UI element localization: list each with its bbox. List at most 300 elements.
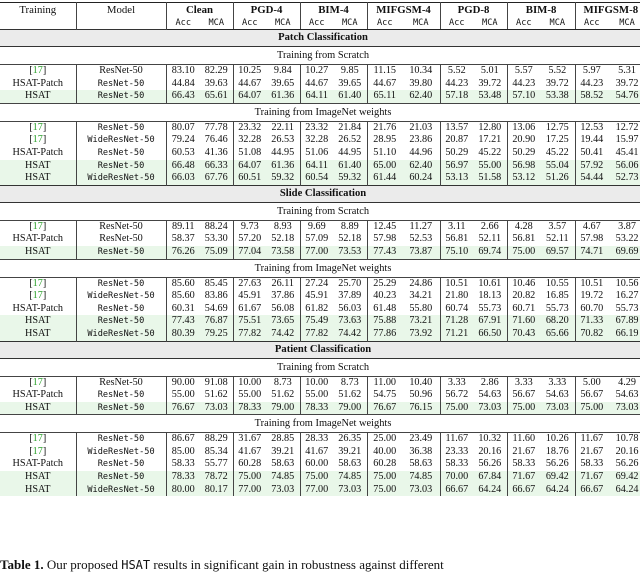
attack-header: PGD-4: [233, 3, 300, 18]
model-cell: WideResNet-50: [76, 484, 166, 497]
citation-link[interactable]: 17: [32, 220, 43, 232]
mca-cell: 39.72: [615, 77, 639, 89]
acc-cell: 70.00: [440, 471, 473, 484]
citation-link[interactable]: 17: [32, 290, 43, 302]
mca-cell: 53.48: [473, 90, 507, 103]
acc-cell: 75.00: [507, 402, 540, 415]
acc-cell: 83.10: [171, 65, 195, 76]
acc-cell: 75.51: [233, 315, 266, 328]
training-cell: [0, 402, 76, 415]
acc-cell: 23.33: [445, 445, 469, 457]
mca-cell: 65.66: [540, 328, 575, 341]
mca-cell: 73.03: [333, 484, 367, 497]
acc-cell: 79.24: [171, 134, 195, 146]
acc-cell: 45.91: [305, 290, 329, 302]
training-cell: [17]: [0, 376, 76, 389]
acc-cell: 5.97: [582, 65, 601, 76]
mca-cell: 26.53: [266, 134, 300, 147]
acc-cell: 44.23: [580, 77, 604, 89]
mca-cell: 53.38: [540, 90, 575, 103]
mca-cell: 54.63: [615, 389, 639, 401]
training-cell: [0, 471, 76, 484]
training-cell: [0, 78, 76, 91]
acc-cell: 10.00: [238, 376, 262, 388]
mca-cell: 54.69: [200, 303, 233, 316]
acc-cell: 70.82: [575, 328, 608, 341]
mca-cell: 37.89: [333, 290, 367, 303]
table-row: [0, 220, 640, 233]
acc-header: Acc: [507, 17, 540, 30]
acc-cell: 27.24: [305, 277, 329, 289]
acc-cell: 21.80: [445, 290, 469, 302]
acc-cell: 50.41: [580, 146, 604, 158]
acc-cell: 44.23: [445, 77, 469, 89]
acc-cell: 75.00: [300, 471, 333, 484]
group-label: Training from ImageNet weights: [0, 103, 640, 121]
training-cell: [0, 172, 76, 185]
acc-cell: 80.00: [166, 484, 200, 497]
acc-cell: 3.11: [448, 220, 466, 232]
mca-cell: 83.86: [200, 290, 233, 303]
mca-cell: 69.57: [540, 246, 575, 259]
acc-cell: 61.44: [367, 172, 402, 185]
acc-cell: 61.48: [373, 302, 397, 314]
mca-cell: 54.63: [540, 389, 575, 402]
mca-cell: 51.62: [200, 389, 233, 402]
acc-cell: 60.51: [233, 172, 266, 185]
mca-cell: 51.26: [540, 172, 575, 185]
mca-cell: 25.70: [333, 277, 367, 290]
acc-cell: 45.91: [238, 290, 262, 302]
header-row-attacks: [0, 3, 640, 18]
mca-cell: 9.85: [333, 65, 367, 78]
mca-cell: 73.53: [333, 246, 367, 259]
acc-cell: 10.46: [512, 277, 536, 289]
acc-cell: 53.12: [507, 172, 540, 185]
acc-cell: 19.72: [580, 290, 604, 302]
mca-header: MCA: [333, 17, 367, 30]
mca-cell: 79.00: [266, 402, 300, 415]
mca-cell: 39.21: [333, 446, 367, 459]
caption-mono: HSAT: [121, 558, 151, 572]
model-cell: ResNet-50: [76, 315, 166, 328]
acc-cell: 28.33: [305, 433, 329, 445]
table-row: [0, 389, 640, 402]
mca-cell: 56.03: [333, 303, 367, 316]
acc-cell: 71.21: [440, 328, 473, 341]
citation-link[interactable]: 17: [32, 65, 43, 76]
mca-cell: 73.03: [540, 402, 575, 415]
acc-cell: 57.18: [440, 90, 473, 103]
mca-cell: 4.29: [618, 376, 636, 388]
citation-link[interactable]: 17: [32, 376, 43, 388]
mca-cell: 79.00: [333, 402, 367, 415]
mca-cell: 8.73: [333, 376, 367, 389]
acc-cell: 56.81: [512, 233, 536, 245]
caption-text: Our proposed: [43, 557, 122, 572]
mca-cell: 55.73: [540, 303, 575, 316]
section-row: [0, 30, 640, 47]
table-row: [0, 433, 640, 446]
mca-cell: 26.11: [266, 277, 300, 290]
acc-cell: 75.10: [440, 246, 473, 259]
acc-cell: 51.06: [305, 146, 329, 158]
acc-cell: 65.11: [367, 90, 402, 103]
acc-cell: 13.06: [512, 121, 536, 133]
acc-cell: 90.00: [171, 376, 195, 388]
training-cell: [17]: [0, 433, 76, 446]
mca-cell: 59.32: [266, 172, 300, 185]
mca-cell: 44.95: [333, 147, 367, 160]
attack-header: BIM-4: [300, 3, 367, 18]
mca-cell: 76.46: [200, 134, 233, 147]
acc-cell: 51.10: [373, 146, 397, 158]
acc-cell: 80.39: [166, 328, 200, 341]
model-cell: ResNet-50: [76, 90, 166, 103]
mca-cell: 39.72: [540, 78, 575, 91]
training-label: HSAT: [25, 471, 51, 483]
acc-cell: 60.53: [171, 146, 195, 158]
mca-cell: 45.22: [473, 147, 507, 160]
mca-cell: 3.57: [540, 220, 575, 233]
mca-header: MCA: [608, 17, 640, 30]
mca-cell: 11.27: [402, 220, 440, 233]
acc-cell: 60.71: [512, 302, 536, 314]
model-cell: ResNet-50: [76, 147, 166, 160]
model-cell: ResNet-50: [76, 471, 166, 484]
model-cell: ResNet-50: [76, 220, 166, 233]
acc-cell: 5.52: [447, 65, 466, 76]
mca-cell: 24.86: [402, 277, 440, 290]
training-label: HSAT-Patch: [12, 233, 64, 245]
mca-cell: 26.35: [333, 433, 367, 446]
acc-cell: 21.67: [580, 445, 604, 457]
acc-cell: 5.57: [514, 65, 533, 76]
mca-cell: 61.40: [333, 90, 367, 103]
mca-cell: 73.03: [473, 402, 507, 415]
training-cell: [0, 484, 76, 497]
acc-cell: 27.63: [238, 277, 262, 289]
acc-cell: 61.67: [238, 302, 262, 314]
table-row: [0, 78, 640, 91]
acc-cell: 86.67: [171, 433, 195, 445]
table-row: [0, 277, 640, 290]
acc-cell: 66.67: [575, 484, 608, 497]
acc-cell: 80.07: [171, 121, 195, 133]
acc-cell: 58.33: [512, 458, 536, 470]
acc-cell: 41.67: [305, 445, 329, 457]
mca-cell: 67.76: [200, 172, 233, 185]
training-cell: [0, 246, 76, 259]
acc-cell: 85.60: [171, 277, 195, 289]
mca-cell: 5.01: [473, 65, 507, 78]
acc-cell: 20.82: [512, 290, 536, 302]
mca-cell: 44.96: [402, 147, 440, 160]
training-cell: [0, 233, 76, 246]
acc-cell: 60.00: [305, 458, 329, 470]
mca-cell: 16.27: [615, 290, 639, 302]
mca-header: MCA: [540, 17, 575, 30]
mca-cell: 12.80: [473, 121, 507, 134]
group-label: Training from Scratch: [0, 47, 640, 65]
training-cell: [17]: [0, 220, 76, 233]
mca-cell: 52.73: [608, 172, 640, 185]
acc-cell: 76.26: [166, 246, 200, 259]
acc-cell: 58.33: [580, 458, 604, 470]
citation-link[interactable]: 17: [32, 445, 43, 457]
table-row: [0, 303, 640, 316]
mca-cell: 10.56: [615, 277, 639, 289]
mca-cell: 54.76: [608, 90, 640, 103]
citation-link[interactable]: 17: [32, 134, 43, 146]
mca-cell: 53.22: [615, 233, 639, 245]
mca-cell: 53.30: [200, 233, 233, 246]
model-cell: ResNet-50: [76, 65, 166, 78]
mca-cell: 61.40: [333, 160, 367, 173]
mca-cell: 12.75: [540, 121, 575, 134]
acc-cell: 56.81: [445, 233, 469, 245]
training-label: HSAT-Patch: [12, 458, 64, 470]
mca-cell: 37.86: [266, 290, 300, 303]
acc-cell: 56.72: [445, 389, 469, 401]
acc-cell: 74.71: [575, 246, 608, 259]
results-table: [0, 2, 640, 496]
mca-cell: 55.73: [615, 302, 639, 314]
group-row: [0, 202, 640, 220]
mca-cell: 56.26: [540, 458, 575, 471]
mca-cell: 73.03: [200, 402, 233, 415]
model-cell: WideResNet-50: [76, 172, 166, 185]
acc-cell: 78.33: [166, 471, 200, 484]
acc-cell: 71.28: [440, 315, 473, 328]
acc-header: Acc: [575, 17, 608, 30]
acc-cell: 56.98: [507, 160, 540, 173]
group-label: Training from ImageNet weights: [0, 259, 640, 277]
acc-cell: 23.32: [305, 121, 329, 133]
mca-cell: 10.61: [473, 277, 507, 290]
mca-cell: 61.36: [266, 160, 300, 173]
mca-cell: 75.09: [200, 246, 233, 259]
mca-cell: 23.49: [402, 433, 440, 446]
mca-cell: 73.65: [266, 315, 300, 328]
acc-cell: 64.07: [233, 90, 266, 103]
table-row: [0, 376, 640, 389]
mca-cell: 88.24: [200, 220, 233, 233]
model-header: Model: [76, 3, 166, 30]
acc-cell: 9.69: [307, 220, 326, 232]
acc-cell: 57.10: [507, 90, 540, 103]
mca-cell: 2.66: [473, 220, 507, 233]
acc-cell: 21.76: [373, 121, 397, 133]
acc-cell: 50.29: [445, 146, 469, 158]
acc-cell: 3.33: [447, 376, 466, 388]
training-cell: [17]: [0, 277, 76, 290]
acc-cell: 57.09: [305, 233, 329, 245]
mca-cell: 64.24: [608, 484, 640, 497]
model-cell: ResNet-50: [76, 78, 166, 91]
acc-header: Acc: [300, 17, 333, 30]
acc-cell: 31.67: [238, 433, 262, 445]
mca-cell: 74.42: [266, 328, 300, 341]
mca-cell: 73.58: [266, 246, 300, 259]
mca-cell: 34.21: [402, 290, 440, 303]
mca-cell: 52.18: [333, 233, 367, 246]
mca-cell: 73.63: [333, 315, 367, 328]
mca-cell: 64.24: [473, 484, 507, 497]
acc-cell: 12.53: [580, 121, 604, 133]
mca-cell: 66.19: [608, 328, 640, 341]
section-title: Patch Classification: [0, 30, 640, 47]
acc-cell: 78.33: [233, 402, 266, 415]
mca-cell: 64.24: [540, 484, 575, 497]
acc-cell: 10.51: [445, 277, 469, 289]
acc-cell: 66.67: [440, 484, 473, 497]
acc-cell: 55.00: [238, 389, 262, 401]
mca-cell: 21.84: [333, 121, 367, 134]
mca-cell: 80.17: [200, 484, 233, 497]
model-cell: ResNet-50: [76, 376, 166, 389]
mca-cell: 74.85: [402, 471, 440, 484]
citation-link[interactable]: 17: [32, 433, 43, 445]
acc-cell: 56.97: [440, 160, 473, 173]
mca-cell: 58.63: [402, 458, 440, 471]
acc-cell: 57.92: [575, 160, 608, 173]
training-label: HSAT-Patch: [12, 146, 64, 158]
table-caption: [0, 557, 640, 573]
training-cell: [17]: [0, 446, 76, 459]
acc-cell: 9.73: [240, 220, 259, 232]
mca-cell: 69.69: [608, 246, 640, 259]
mca-cell: 56.08: [266, 303, 300, 316]
acc-header: Acc: [233, 17, 266, 30]
acc-cell: 58.52: [575, 90, 608, 103]
citation-link[interactable]: 17: [32, 121, 43, 133]
acc-cell: 77.43: [166, 315, 200, 328]
table-row: [0, 121, 640, 134]
mca-cell: 68.20: [540, 315, 575, 328]
mca-cell: 74.85: [266, 471, 300, 484]
acc-cell: 5.00: [582, 376, 601, 388]
mca-cell: 78.72: [200, 471, 233, 484]
acc-cell: 76.67: [166, 402, 200, 415]
mca-cell: 20.16: [473, 446, 507, 459]
acc-cell: 77.04: [233, 246, 266, 259]
acc-cell: 60.31: [171, 302, 195, 314]
caption-lead: Table 1.: [0, 557, 44, 572]
acc-cell: 57.98: [373, 233, 397, 245]
caption-rest: results in significant gain in robustness against different: [150, 557, 444, 572]
acc-cell: 25.00: [373, 433, 397, 445]
model-cell: ResNet-50: [76, 433, 166, 446]
acc-cell: 64.11: [300, 160, 333, 173]
mca-cell: 55.80: [402, 303, 440, 316]
acc-cell: 25.29: [373, 277, 397, 289]
mca-cell: 88.29: [200, 433, 233, 446]
training-cell: [0, 147, 76, 160]
training-label: HSAT: [25, 172, 51, 184]
citation-link[interactable]: 17: [32, 277, 43, 289]
training-cell: [0, 315, 76, 328]
mca-cell: 50.96: [402, 389, 440, 402]
mca-cell: 45.22: [540, 147, 575, 160]
acc-cell: 56.67: [580, 389, 604, 401]
mca-cell: 51.62: [266, 389, 300, 402]
mca-cell: 66.33: [200, 160, 233, 173]
acc-cell: 28.95: [373, 134, 397, 146]
acc-cell: 41.67: [238, 445, 262, 457]
table-row: [0, 290, 640, 303]
model-cell: WideResNet-50: [76, 134, 166, 147]
training-cell: [17]: [0, 290, 76, 303]
mca-cell: 5.31: [618, 65, 636, 76]
mca-cell: 10.40: [402, 376, 440, 389]
model-cell: ResNet-50: [76, 160, 166, 173]
mca-cell: 39.65: [333, 78, 367, 91]
mca-cell: 39.80: [402, 78, 440, 91]
acc-cell: 4.67: [582, 220, 601, 232]
acc-cell: 64.07: [233, 160, 266, 173]
training-label: HSAT-Patch: [12, 389, 64, 401]
training-cell: [0, 160, 76, 173]
mca-cell: 77.78: [200, 121, 233, 134]
model-cell: ResNet-50: [76, 277, 166, 290]
mca-header: MCA: [200, 17, 233, 30]
model-cell: WideResNet-50: [76, 328, 166, 341]
mca-cell: 62.40: [402, 160, 440, 173]
mca-cell: 69.74: [473, 246, 507, 259]
acc-cell: 60.28: [373, 458, 397, 470]
acc-cell: 54.44: [575, 172, 608, 185]
mca-cell: 10.78: [615, 433, 639, 445]
mca-cell: 66.50: [473, 328, 507, 341]
mca-cell: 28.85: [266, 433, 300, 446]
mca-cell: 79.25: [200, 328, 233, 341]
acc-cell: 71.67: [507, 471, 540, 484]
mca-cell: 16.85: [540, 290, 575, 303]
table-row: [0, 65, 640, 78]
mca-cell: 62.40: [402, 90, 440, 103]
acc-cell: 11.00: [373, 376, 397, 388]
acc-cell: 75.49: [300, 315, 333, 328]
mca-cell: 39.72: [473, 78, 507, 91]
training-cell: [0, 328, 76, 341]
model-cell: ResNet-50: [76, 303, 166, 316]
acc-cell: 10.00: [305, 376, 329, 388]
acc-cell: 44.23: [512, 77, 536, 89]
mca-cell: 76.15: [402, 402, 440, 415]
acc-cell: 66.48: [166, 160, 200, 173]
mca-cell: 85.45: [200, 277, 233, 290]
attack-header: MIFGSM-8: [575, 3, 640, 18]
acc-cell: 58.33: [171, 458, 195, 470]
acc-cell: 56.67: [512, 389, 536, 401]
mca-cell: 55.04: [540, 160, 575, 173]
model-cell: WideResNet-50: [76, 446, 166, 459]
mca-cell: 5.52: [540, 65, 575, 78]
mca-header: MCA: [402, 17, 440, 30]
mca-cell: 39.65: [266, 78, 300, 91]
mca-cell: 18.13: [473, 290, 507, 303]
table-row: [0, 328, 640, 341]
mca-cell: 52.53: [402, 233, 440, 246]
model-cell: ResNet-50: [76, 233, 166, 246]
acc-cell: 44.84: [171, 77, 195, 89]
attack-header: PGD-8: [440, 3, 507, 18]
table-row: [0, 160, 640, 173]
acc-cell: 66.67: [507, 484, 540, 497]
table-row: [0, 402, 640, 415]
acc-cell: 66.03: [166, 172, 200, 185]
